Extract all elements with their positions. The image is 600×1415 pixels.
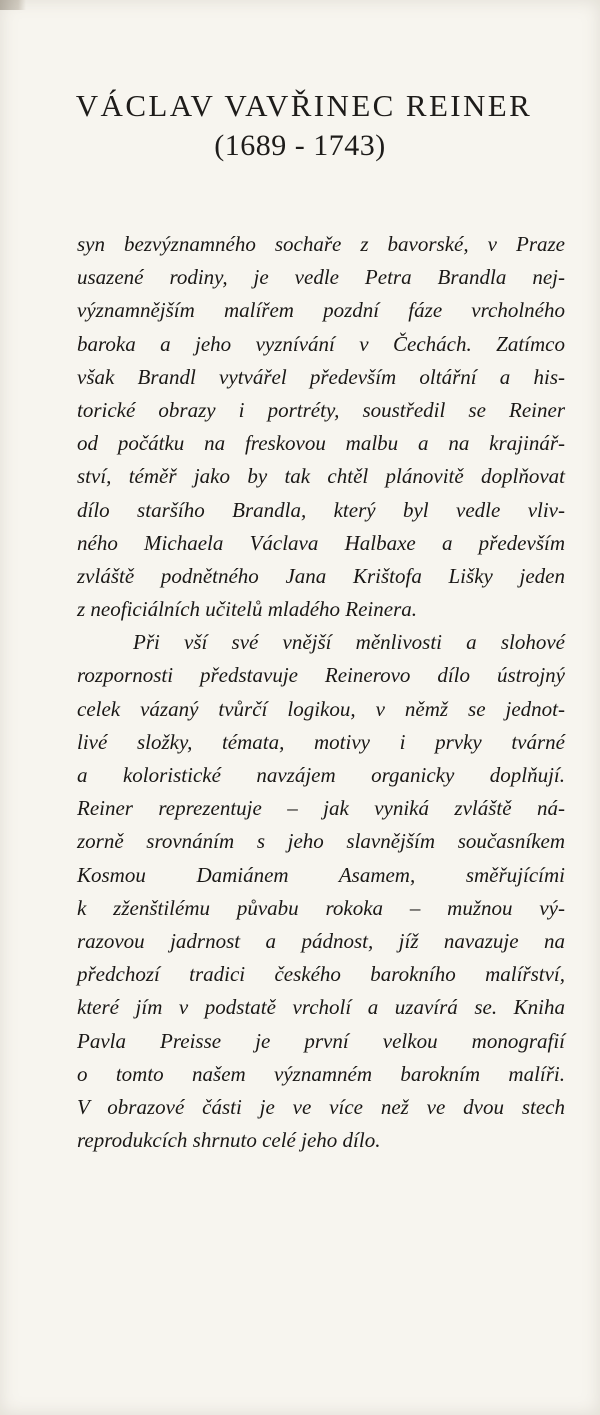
text-line: předchozí tradici českého barokního malířství, xyxy=(77,962,565,987)
text-line: reprodukcích shrnuto celé jeho dílo. xyxy=(77,1128,381,1153)
text-line: však Brandl vytvářel především oltářní a his- xyxy=(77,364,565,389)
text-line: které jím v podstatě vrcholí a uzavírá se. Kniha xyxy=(77,995,565,1020)
text-line: zvláště podnětného Jana Krištofa Lišky jeden xyxy=(77,563,565,588)
text-line: významnějším malířem pozdní fáze vrcholného xyxy=(77,298,565,323)
title-block xyxy=(0,88,600,164)
page-corner-mark xyxy=(0,0,26,10)
text-line: celek vázaný tvůrčí logikou, v němž se jednot- xyxy=(77,696,565,721)
text-line: ství, téměř jako by tak chtěl plánovitě doplňovat xyxy=(77,464,565,489)
text-line: z neoficiálních učitelů mladého Reinera. xyxy=(77,597,417,622)
text-line: a koloristické navzájem organicky doplňují. xyxy=(77,763,565,787)
text-line: k zženštilému půvabu rokoka – mužnou vý- xyxy=(77,895,565,920)
biography-text xyxy=(77,228,565,1157)
text-line: Při vší své vnější měnlivosti a slohové xyxy=(133,630,565,655)
text-line: razovou jadrnost a pádnost, jíž navazuje na xyxy=(77,928,565,953)
text-line: syn bezvýznamného sochaře z bavorské, v Praze xyxy=(77,232,565,256)
text-line: rozpornosti představuje Reinerovo dílo ústrojný xyxy=(77,663,565,688)
text-line: torické obrazy i portréty, soustředil se Reiner xyxy=(77,397,565,422)
text-line: usazené rodiny, je vedle Petra Brandla nej- xyxy=(77,265,565,290)
text-line: livé složky, témata, motivy i prvky tvárné xyxy=(77,729,565,754)
author-name: VÁCLAV VAVŘINEC REINER xyxy=(75,88,533,123)
text-line: o tomto našem významném barokním malíři. xyxy=(77,1061,565,1086)
text-line: Kosmou Damiánem Asamem, směřujícími xyxy=(77,862,565,887)
life-dates: (1689 - 1743) xyxy=(214,129,386,162)
text-line: od počátku na freskovou malbu a na krajinář- xyxy=(77,431,565,456)
text-line: Pavla Preisse je první velkou monografií xyxy=(77,1028,565,1053)
text-line: V obrazové části je ve více než ve dvou stech xyxy=(77,1094,565,1119)
text-line: zorně srovnáním s jeho slavnějším současníkem xyxy=(77,829,565,854)
text-line: ného Michaela Václava Halbaxe a především xyxy=(77,530,565,555)
text-line: Reiner reprezentuje – jak vyniká zvláště ná- xyxy=(77,796,565,821)
text-line: baroka a jeho vyznívání v Čechách. Zatímco xyxy=(77,331,565,356)
text-line: dílo staršího Brandla, který byl vedle vliv- xyxy=(77,497,565,522)
